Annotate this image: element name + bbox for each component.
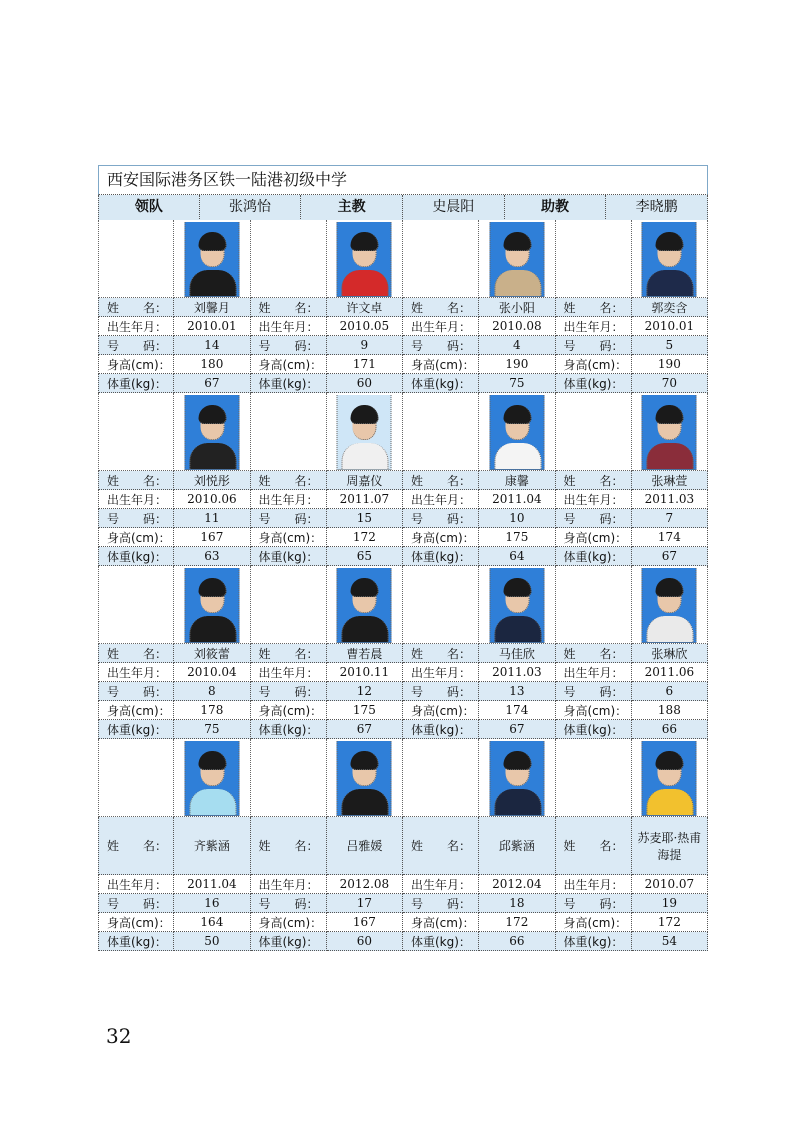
photo-hair: [656, 405, 684, 424]
label-name: 姓 名：: [403, 298, 479, 317]
photo-cell: [556, 393, 632, 471]
photo-shirt: [494, 270, 541, 297]
player-weight: 63: [174, 547, 250, 566]
photo-cell: [632, 393, 708, 471]
label-number: 号 码：: [98, 509, 174, 528]
label-number: 号 码：: [251, 336, 327, 355]
player-weight: 67: [632, 547, 708, 566]
label-weight: 体重(kg)：: [251, 932, 327, 951]
row-number: [98, 894, 708, 913]
label-number: 号 码：: [98, 682, 174, 701]
label-name: 姓 名：: [556, 298, 632, 317]
photo-cell: [98, 393, 174, 471]
label-name: 姓 名：: [251, 471, 327, 490]
photo-shirt: [647, 616, 694, 643]
photo-cell: [174, 739, 250, 817]
photo-row: [98, 566, 708, 644]
photo-hair: [656, 232, 684, 251]
player-name: 马佳欣: [479, 644, 555, 663]
label-number: 号 码：: [403, 336, 479, 355]
player-photo: [489, 222, 544, 297]
player-birth: 2010.08: [479, 317, 555, 336]
player-weight: 64: [479, 547, 555, 566]
photo-hair: [503, 405, 531, 424]
label-birth: 出生年月：: [403, 317, 479, 336]
player-photo: [184, 741, 239, 816]
player-birth: 2010.07: [632, 875, 708, 894]
photo-cell: [98, 566, 174, 644]
player-height: 167: [327, 913, 403, 932]
photo-row: [98, 739, 708, 817]
player-photo: [337, 222, 392, 297]
photo-shirt: [342, 270, 389, 297]
player-birth: 2011.04: [479, 490, 555, 509]
label-name: 姓 名：: [251, 298, 327, 317]
label-birth: 出生年月：: [251, 875, 327, 894]
label-birth: 出生年月：: [403, 875, 479, 894]
label-number: 号 码：: [251, 682, 327, 701]
photo-shirt: [189, 270, 236, 297]
label-weight: 体重(kg)：: [556, 547, 632, 566]
player-weight: 75: [174, 720, 250, 739]
staff-name-head-coach: 史晨阳: [403, 195, 505, 221]
photo-hair: [198, 751, 226, 770]
photo-cell: [327, 739, 403, 817]
label-height: 身高(cm)：: [403, 701, 479, 720]
player-name: 曹若晨: [327, 644, 403, 663]
photo-cell: [632, 739, 708, 817]
player-photo: [337, 568, 392, 643]
row-birth: [98, 317, 708, 336]
photo-shirt: [342, 789, 389, 816]
photo-shirt: [494, 616, 541, 643]
photo-cell: [174, 566, 250, 644]
player-weight: 75: [479, 374, 555, 393]
label-name: 姓 名：: [556, 644, 632, 663]
player-weight: 50: [174, 932, 250, 951]
label-birth: 出生年月：: [556, 875, 632, 894]
label-height: 身高(cm)：: [556, 355, 632, 374]
label-name: 姓 名：: [98, 471, 174, 490]
player-weight: 65: [327, 547, 403, 566]
label-number: 号 码：: [403, 682, 479, 701]
row-weight: [98, 932, 708, 951]
player-photo: [489, 568, 544, 643]
label-weight: 体重(kg)：: [251, 547, 327, 566]
label-name: 姓 名：: [403, 471, 479, 490]
label-number: 号 码：: [556, 682, 632, 701]
photo-hair: [656, 578, 684, 597]
row-weight: [98, 547, 708, 566]
label-birth: 出生年月：: [98, 490, 174, 509]
photo-cell: [479, 393, 555, 471]
row-number: [98, 336, 708, 355]
photo-cell: [251, 220, 327, 298]
player-photo: [489, 741, 544, 816]
player-number: 13: [479, 682, 555, 701]
label-height: 身高(cm)：: [98, 355, 174, 374]
player-height: 174: [632, 528, 708, 547]
row-name: [98, 817, 708, 875]
label-height: 身高(cm)：: [556, 528, 632, 547]
label-birth: 出生年月：: [251, 317, 327, 336]
photo-cell: [174, 220, 250, 298]
label-weight: 体重(kg)：: [556, 932, 632, 951]
label-number: 号 码：: [556, 894, 632, 913]
staff-role-head-coach: 主教: [301, 195, 403, 221]
photo-cell: [479, 220, 555, 298]
player-name: 刘馨月: [174, 298, 250, 317]
label-birth: 出生年月：: [251, 490, 327, 509]
label-birth: 出生年月：: [251, 663, 327, 682]
staff-name-leader: 张鸿怡: [200, 195, 302, 221]
player-name: 张琳萱: [632, 471, 708, 490]
player-birth: 2012.04: [479, 875, 555, 894]
player-number: 10: [479, 509, 555, 528]
player-height: 180: [174, 355, 250, 374]
player-height: 171: [327, 355, 403, 374]
photo-hair: [656, 751, 684, 770]
player-photo: [642, 741, 697, 816]
photo-shirt: [342, 616, 389, 643]
player-photo: [184, 395, 239, 470]
photo-cell: [556, 220, 632, 298]
player-height: 174: [479, 701, 555, 720]
label-weight: 体重(kg)：: [556, 720, 632, 739]
row-birth: [98, 875, 708, 894]
label-number: 号 码：: [98, 336, 174, 355]
photo-cell: [403, 739, 479, 817]
row-birth: [98, 663, 708, 682]
label-weight: 体重(kg)：: [556, 374, 632, 393]
photo-cell: [251, 566, 327, 644]
player-height: 190: [479, 355, 555, 374]
player-photo: [184, 568, 239, 643]
row-height: [98, 355, 708, 374]
row-height: [98, 701, 708, 720]
label-weight: 体重(kg)：: [98, 932, 174, 951]
player-number: 12: [327, 682, 403, 701]
label-weight: 体重(kg)：: [403, 547, 479, 566]
row-weight: [98, 374, 708, 393]
player-number: 18: [479, 894, 555, 913]
row-number: [98, 509, 708, 528]
photo-cell: [479, 566, 555, 644]
player-birth: 2011.07: [327, 490, 403, 509]
label-height: 身高(cm)：: [556, 701, 632, 720]
label-height: 身高(cm)：: [251, 701, 327, 720]
player-weight: 67: [327, 720, 403, 739]
label-weight: 体重(kg)：: [251, 374, 327, 393]
label-height: 身高(cm)：: [403, 913, 479, 932]
label-height: 身高(cm)：: [98, 913, 174, 932]
player-height: 190: [632, 355, 708, 374]
player-birth: 2010.04: [174, 663, 250, 682]
photo-hair: [503, 751, 531, 770]
photo-hair: [351, 232, 379, 251]
staff-row: [98, 195, 708, 220]
label-height: 身高(cm)：: [251, 528, 327, 547]
page-number: 32: [106, 1024, 132, 1048]
label-name: 姓 名：: [403, 817, 479, 875]
photo-cell: [327, 566, 403, 644]
player-name: 张琳欣: [632, 644, 708, 663]
player-weight: 60: [327, 374, 403, 393]
player-block: [98, 393, 708, 566]
label-weight: 体重(kg)：: [403, 720, 479, 739]
staff-role-leader: 领队: [98, 195, 200, 221]
player-weight: 70: [632, 374, 708, 393]
row-name: [98, 471, 708, 490]
photo-cell: [556, 739, 632, 817]
photo-hair: [198, 232, 226, 251]
player-name: 郭奕含: [632, 298, 708, 317]
player-birth: 2011.04: [174, 875, 250, 894]
photo-shirt: [342, 443, 389, 470]
photo-hair: [198, 405, 226, 424]
player-number: 7: [632, 509, 708, 528]
player-birth: 2011.03: [632, 490, 708, 509]
label-birth: 出生年月：: [98, 663, 174, 682]
row-birth: [98, 490, 708, 509]
label-height: 身高(cm)：: [98, 701, 174, 720]
row-number: [98, 682, 708, 701]
photo-shirt: [494, 443, 541, 470]
row-height: [98, 913, 708, 932]
photo-cell: [174, 393, 250, 471]
player-height: 172: [479, 913, 555, 932]
label-birth: 出生年月：: [556, 317, 632, 336]
player-number: 5: [632, 336, 708, 355]
player-photo: [337, 741, 392, 816]
label-name: 姓 名：: [251, 817, 327, 875]
player-number: 11: [174, 509, 250, 528]
label-number: 号 码：: [403, 509, 479, 528]
photo-row: [98, 393, 708, 471]
player-number: 4: [479, 336, 555, 355]
player-weight: 54: [632, 932, 708, 951]
label-name: 姓 名：: [98, 817, 174, 875]
photo-shirt: [189, 443, 236, 470]
staff-name-assistant: 李晓鹏: [606, 195, 708, 221]
label-number: 号 码：: [251, 509, 327, 528]
row-name: [98, 644, 708, 663]
player-block: [98, 739, 708, 951]
photo-cell: [403, 566, 479, 644]
photo-cell: [556, 566, 632, 644]
player-birth: 2011.03: [479, 663, 555, 682]
player-photo: [642, 395, 697, 470]
player-number: 8: [174, 682, 250, 701]
photo-cell: [98, 220, 174, 298]
player-height: 188: [632, 701, 708, 720]
player-name: 刘筱蕾: [174, 644, 250, 663]
player-photo: [337, 395, 392, 470]
label-name: 姓 名：: [98, 298, 174, 317]
player-photo: [489, 395, 544, 470]
photo-shirt: [647, 443, 694, 470]
label-name: 姓 名：: [403, 644, 479, 663]
label-number: 号 码：: [556, 336, 632, 355]
player-name: 吕雅媛: [327, 817, 403, 875]
label-number: 号 码：: [403, 894, 479, 913]
photo-cell: [632, 566, 708, 644]
label-name: 姓 名：: [251, 644, 327, 663]
label-name: 姓 名：: [556, 817, 632, 875]
label-name: 姓 名：: [556, 471, 632, 490]
player-height: 175: [327, 701, 403, 720]
label-weight: 体重(kg)：: [251, 720, 327, 739]
player-height: 172: [632, 913, 708, 932]
photo-cell: [403, 393, 479, 471]
player-number: 17: [327, 894, 403, 913]
label-height: 身高(cm)：: [403, 528, 479, 547]
photo-shirt: [647, 789, 694, 816]
player-number: 6: [632, 682, 708, 701]
player-number: 19: [632, 894, 708, 913]
photo-hair: [351, 405, 379, 424]
label-weight: 体重(kg)：: [98, 720, 174, 739]
player-block: [98, 566, 708, 739]
player-weight: 66: [632, 720, 708, 739]
photo-shirt: [647, 270, 694, 297]
school-title: 西安国际港务区铁一陆港初级中学: [98, 165, 708, 195]
player-height: 175: [479, 528, 555, 547]
photo-cell: [251, 739, 327, 817]
photo-hair: [503, 232, 531, 251]
photo-shirt: [494, 789, 541, 816]
player-weight: 60: [327, 932, 403, 951]
photo-cell: [98, 739, 174, 817]
player-photo: [642, 222, 697, 297]
photo-cell: [632, 220, 708, 298]
label-height: 身高(cm)：: [556, 913, 632, 932]
player-name: 许文卓: [327, 298, 403, 317]
roster-sheet: [98, 165, 708, 951]
photo-shirt: [189, 789, 236, 816]
player-height: 172: [327, 528, 403, 547]
player-number: 14: [174, 336, 250, 355]
player-weight: 67: [174, 374, 250, 393]
player-photo: [184, 222, 239, 297]
player-birth: 2010.06: [174, 490, 250, 509]
row-height: [98, 528, 708, 547]
player-height: 167: [174, 528, 250, 547]
photo-cell: [251, 393, 327, 471]
label-name: 姓 名：: [98, 644, 174, 663]
label-birth: 出生年月：: [98, 317, 174, 336]
player-height: 178: [174, 701, 250, 720]
label-birth: 出生年月：: [403, 490, 479, 509]
player-name: 周嘉仪: [327, 471, 403, 490]
player-weight: 67: [479, 720, 555, 739]
player-name: 苏麦耶·热甫海提: [632, 817, 708, 875]
photo-hair: [503, 578, 531, 597]
label-weight: 体重(kg)：: [403, 374, 479, 393]
player-block: [98, 220, 708, 393]
player-name: 邱紫涵: [479, 817, 555, 875]
photo-row: [98, 220, 708, 298]
label-height: 身高(cm)：: [251, 913, 327, 932]
photo-cell: [327, 220, 403, 298]
staff-role-assistant: 助教: [505, 195, 607, 221]
label-height: 身高(cm)：: [403, 355, 479, 374]
photo-shirt: [189, 616, 236, 643]
player-birth: 2010.01: [632, 317, 708, 336]
label-height: 身高(cm)：: [251, 355, 327, 374]
player-photo: [642, 568, 697, 643]
player-blocks: [98, 220, 708, 951]
row-weight: [98, 720, 708, 739]
label-birth: 出生年月：: [556, 490, 632, 509]
player-number: 16: [174, 894, 250, 913]
player-weight: 66: [479, 932, 555, 951]
photo-cell: [327, 393, 403, 471]
photo-hair: [351, 578, 379, 597]
player-birth: 2010.01: [174, 317, 250, 336]
player-birth: 2011.06: [632, 663, 708, 682]
row-name: [98, 298, 708, 317]
player-height: 164: [174, 913, 250, 932]
player-number: 9: [327, 336, 403, 355]
player-birth: 2012.08: [327, 875, 403, 894]
label-number: 号 码：: [251, 894, 327, 913]
player-birth: 2010.11: [327, 663, 403, 682]
player-name: 齐紫涵: [174, 817, 250, 875]
label-weight: 体重(kg)：: [98, 374, 174, 393]
label-number: 号 码：: [556, 509, 632, 528]
label-weight: 体重(kg)：: [403, 932, 479, 951]
photo-hair: [198, 578, 226, 597]
label-weight: 体重(kg)：: [98, 547, 174, 566]
player-name: 刘悦彤: [174, 471, 250, 490]
label-birth: 出生年月：: [556, 663, 632, 682]
label-number: 号 码：: [98, 894, 174, 913]
player-number: 15: [327, 509, 403, 528]
player-birth: 2010.05: [327, 317, 403, 336]
player-name: 张小阳: [479, 298, 555, 317]
photo-hair: [351, 751, 379, 770]
label-birth: 出生年月：: [98, 875, 174, 894]
photo-cell: [403, 220, 479, 298]
label-birth: 出生年月：: [403, 663, 479, 682]
player-name: 康馨: [479, 471, 555, 490]
label-height: 身高(cm)：: [98, 528, 174, 547]
photo-cell: [479, 739, 555, 817]
